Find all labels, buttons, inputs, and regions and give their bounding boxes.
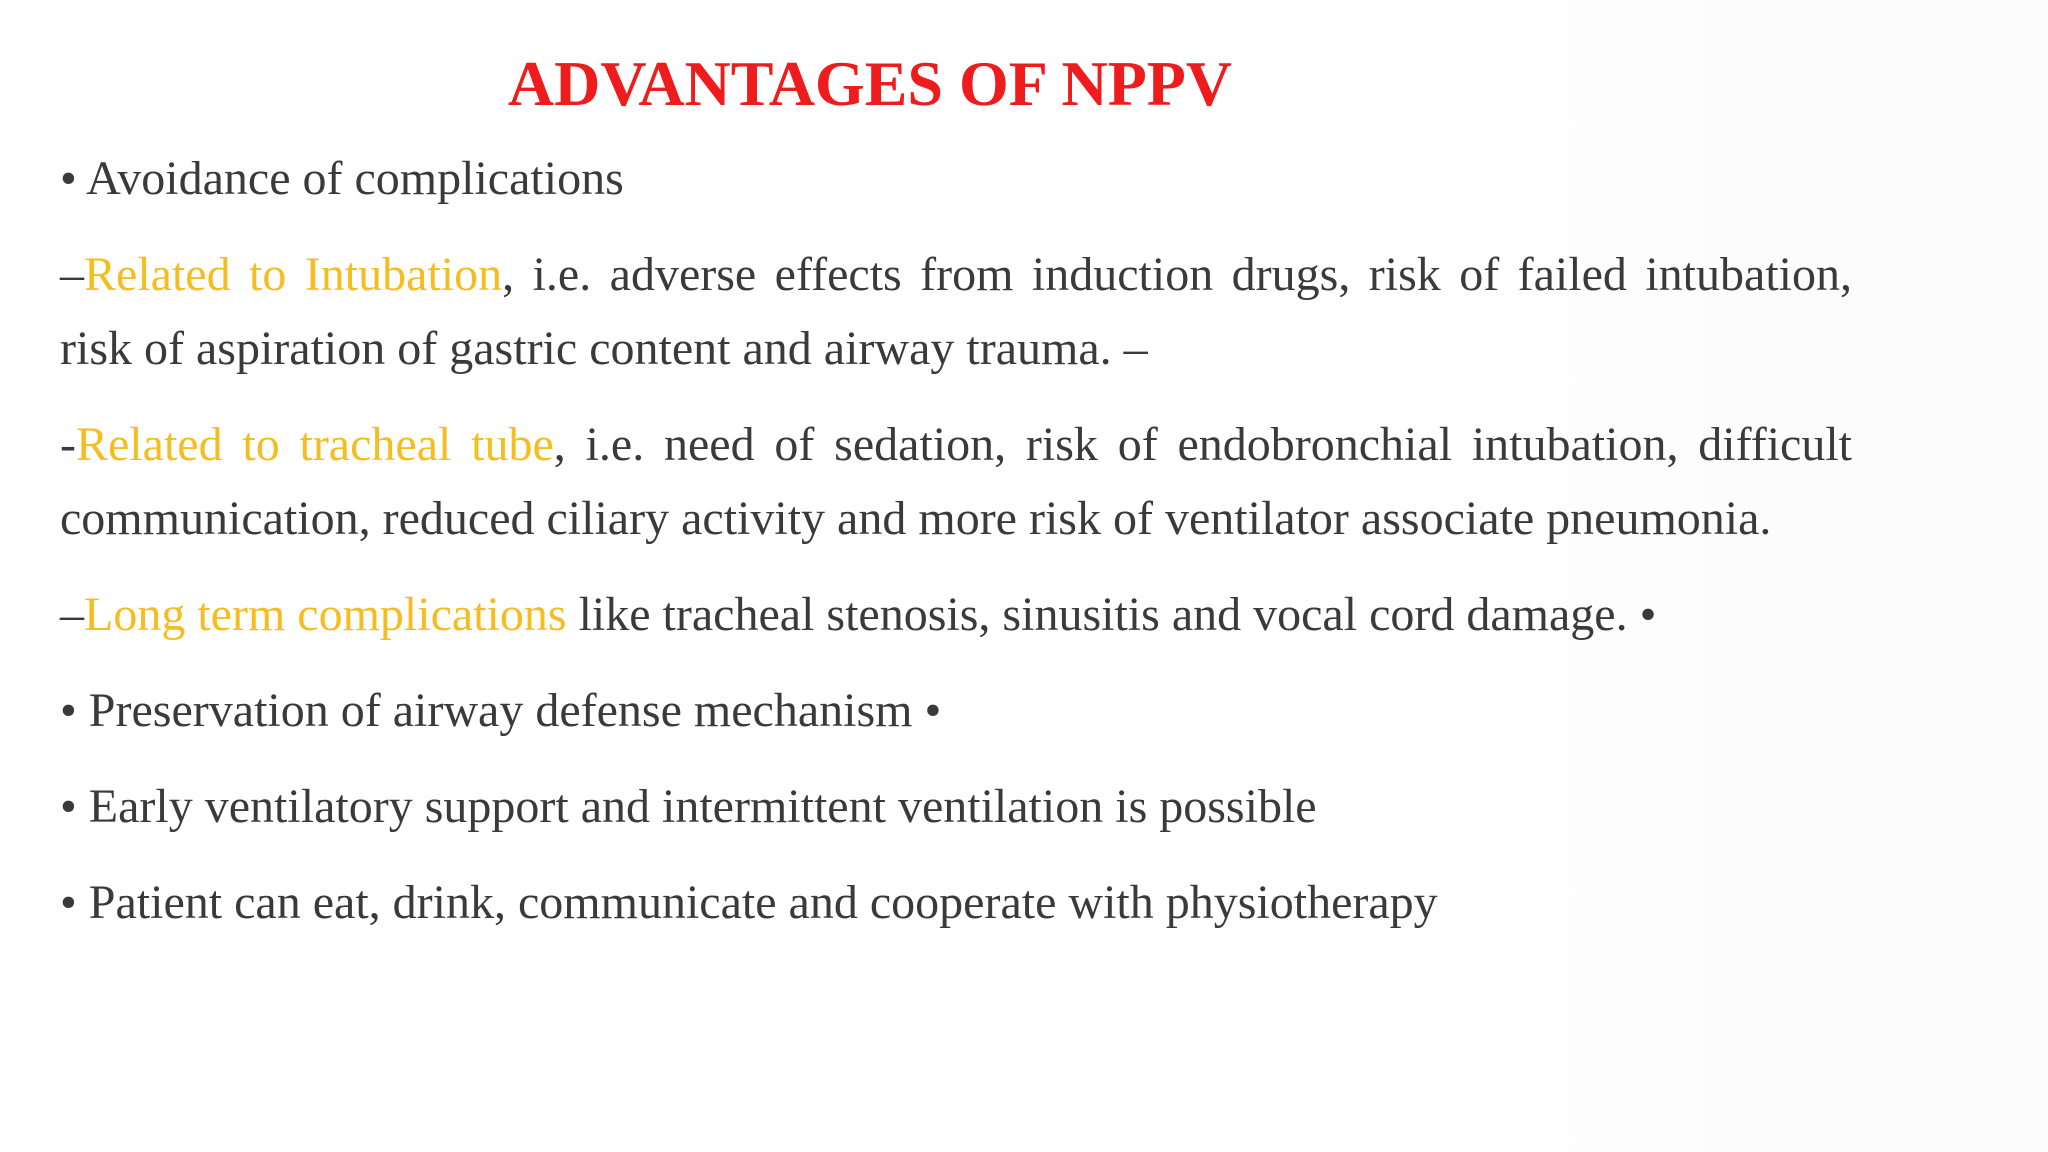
paragraph-body: like tracheal stenosis, sinusitis and vocal cord damage. • [566, 588, 1657, 641]
paragraph-prefix: – [60, 248, 84, 301]
slide-title: ADVANTAGES OF NPPV [507, 48, 1233, 119]
slide-content [60, 142, 1852, 940]
highlight-related-to-intubation: Related to Intubation [84, 248, 503, 301]
bullet-early-ventilatory-support: • Early ventilatory support and intermittent ventilation is possible [60, 780, 1317, 833]
highlight-long-term-complications: Long term complications [84, 588, 567, 641]
bullet-patient-can-eat-drink: • Patient can eat, drink, communicate and cooperate with physiotherapy [60, 876, 1438, 929]
paragraph-prefix: – [60, 588, 84, 641]
bullet-preservation-of-airway-defense: • Preservation of airway defense mechanism • [60, 684, 942, 737]
paragraph-body: , i.e. adverse effects from induction drugs, risk of failed intubation, risk of aspiration of gastric content and airway trauma. – [60, 248, 1852, 375]
bullet-avoidance-of-complications: • Avoidance of complications [60, 152, 624, 205]
highlight-related-to-tracheal-tube: Related to tracheal tube [75, 418, 554, 471]
paragraph-related-to-intubation [60, 238, 1852, 386]
paragraph-body: , i.e. need of sedation, risk of endobronchial intubation, difficult communication, reduced ciliary activity and more risk of ventilator associate pneumonia. [60, 418, 1852, 545]
paragraph-prefix: - [60, 418, 76, 471]
paragraph-long-term-complications [60, 578, 1852, 652]
paragraph-related-to-tracheal-tube [60, 408, 1852, 556]
